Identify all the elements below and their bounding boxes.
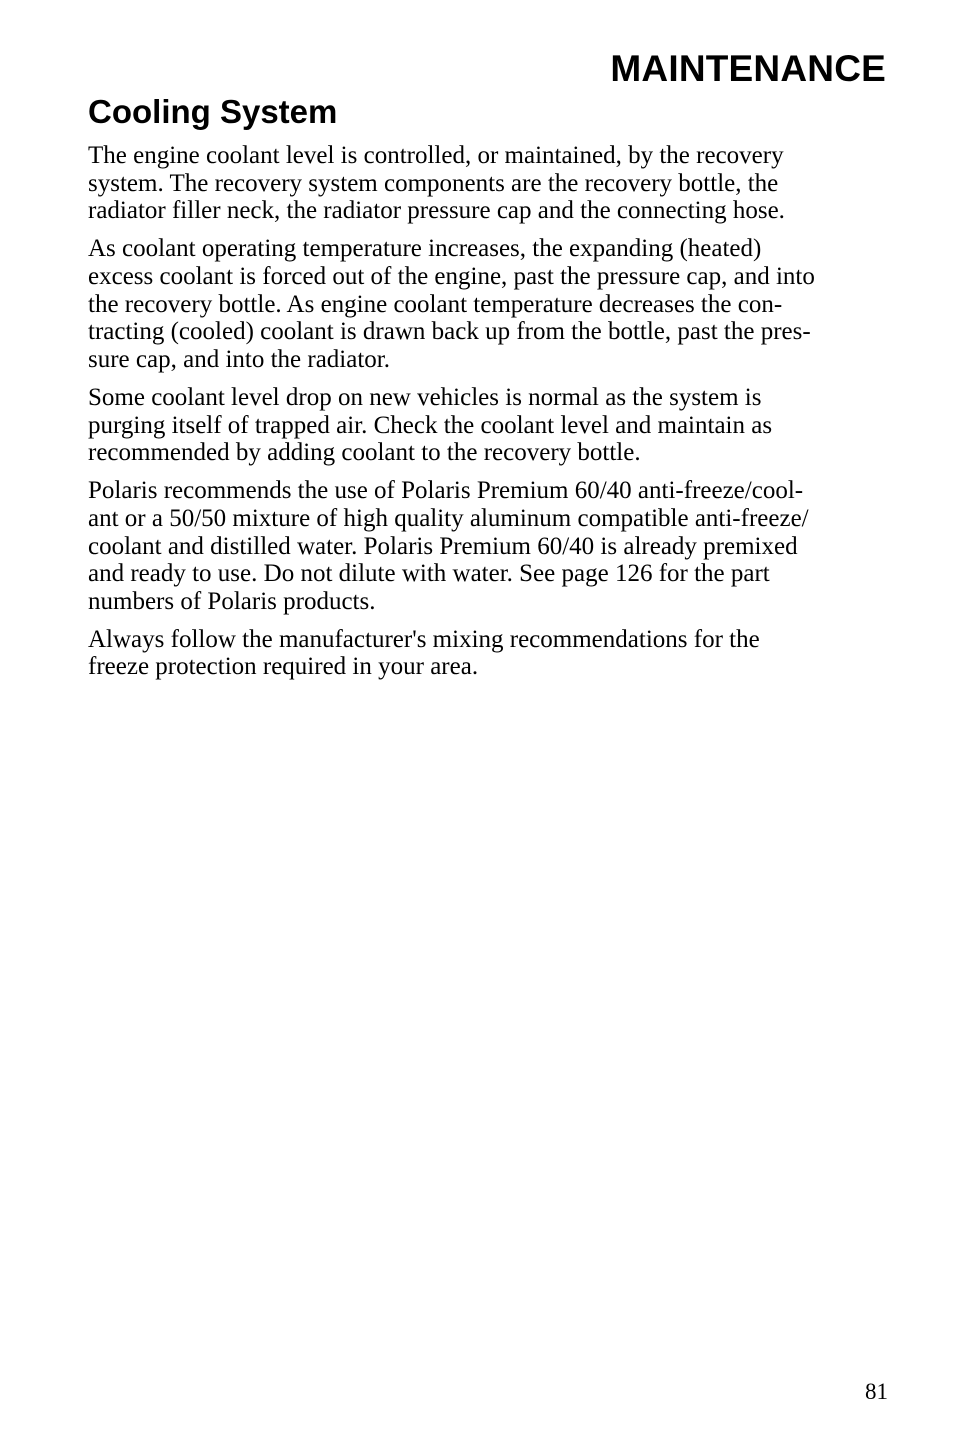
text-line: Some coolant level drop on new vehicles is normal as the system is xyxy=(88,383,762,411)
paragraph-temperature xyxy=(88,235,894,373)
text-line: numbers of Polaris products. xyxy=(88,587,376,615)
paragraph-recommendation xyxy=(88,477,894,615)
text-line: sure cap, and into the radiator. xyxy=(88,345,390,373)
text-line: The engine coolant level is controlled, or maintained, by the recovery xyxy=(88,142,784,169)
text-line: freeze protection required in your area. xyxy=(88,653,479,681)
text-line: recommended by adding coolant to the recovery bottle. xyxy=(88,439,641,467)
text-line: ant or a 50/50 mixture of high quality aluminum compatible anti-freeze/ xyxy=(88,504,809,532)
text-line: system. The recovery system components are the recovery bottle, the xyxy=(88,169,779,197)
text-line: Polaris recommends the use of Polaris Premium 60/40 anti-freeze/cool- xyxy=(88,477,804,505)
section-header: MAINTENANCE xyxy=(610,48,886,89)
text-line: and ready to use. Do not dilute with water. See page 126 for the part xyxy=(88,560,770,588)
text-line: coolant and distilled water. Polaris Premium 60/40 is already premixed xyxy=(88,532,798,560)
body-text xyxy=(88,142,894,692)
paragraph-level-drop xyxy=(88,384,894,467)
paragraph-recovery-system xyxy=(88,142,894,225)
text-line: tracting (cooled) coolant is drawn back up from the bottle, past the pres- xyxy=(88,318,811,346)
text-line: Always follow the manufacturer's mixing recommendations for the xyxy=(88,625,760,653)
page-heading: Cooling System xyxy=(88,93,338,130)
page-number: 81 xyxy=(865,1379,888,1404)
text-line: excess coolant is forced out of the engine, past the pressure cap, and into xyxy=(88,262,815,290)
paragraph-mixing xyxy=(88,626,894,681)
text-line: purging itself of trapped air. Check the coolant level and maintain as xyxy=(88,411,773,439)
text-line: As coolant operating temperature increases, the expanding (heated) xyxy=(88,235,762,263)
text-line: radiator filler neck, the radiator pressure cap and the connecting hose. xyxy=(88,197,785,225)
text-line: the recovery bottle. As engine coolant temperature decreases the con- xyxy=(88,290,783,318)
